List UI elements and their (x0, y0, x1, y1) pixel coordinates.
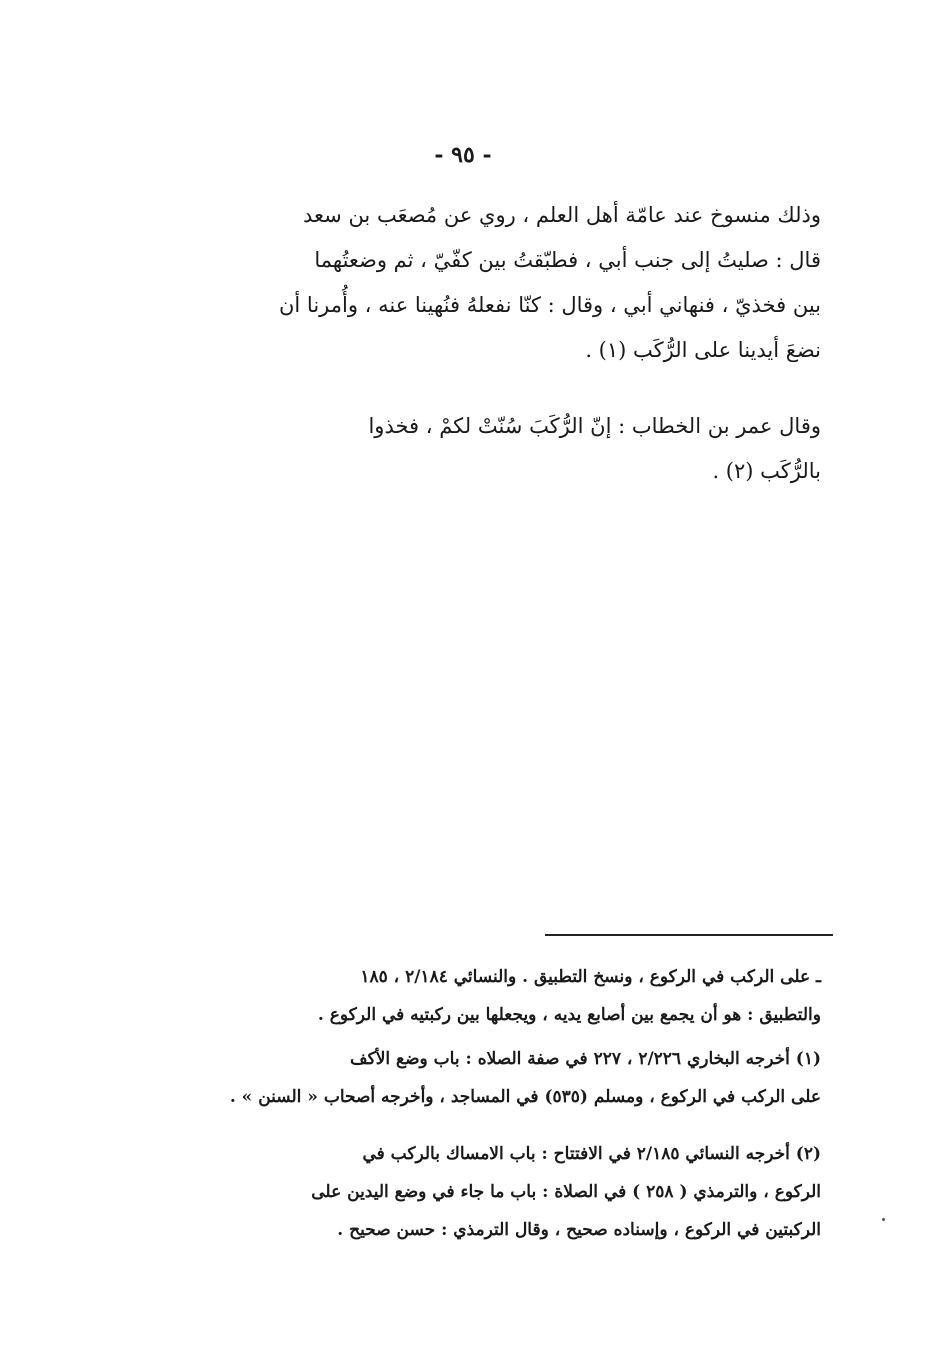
footnote-line: (٢) أخرجه النسائي ٢/١٨٥ في الافتتاح : باب الامساك بالركب في (362, 1144, 821, 1164)
text-line: بين فخذيّ ، فنهاني أبي ، وقال : كنّا نفعلهُ فنُهينا عنه ، وأُمرنا أن (278, 293, 821, 317)
main-paragraph-2 (161, 404, 821, 494)
text-line: وذلك منسوخ عند عامّة أهل العلم ، روي عن مُصعَب بن سعد (303, 203, 821, 227)
footnote-line: ـ على الركب في الركوع ، ونسخ التطبيق . والنسائي ٢/١٨٤ ، ١٨٥ (360, 967, 821, 987)
footnote-line: الركبتين في الركوع ، وإسناده صحيح ، وقال الترمذي : حسن صحيح . (337, 1220, 821, 1240)
footnote-2 (161, 1135, 821, 1249)
footnote-1 (161, 1040, 821, 1116)
text-line: نضعَ أيدينا على الرُّكَب (١) . (585, 338, 821, 362)
footnote-line: على الركب في الركوع ، ومسلم (٥٣٥) في المساجد ، وأخرجه أصحاب « السنن » . (229, 1087, 821, 1107)
footnote-line: والتطبيق : هو أن يجمع بين أصابع يديه ، ويجعلها بين ركبتيه في الركوع . (317, 1005, 821, 1025)
text-line: قال : صليتُ إلى جنب أبي ، فطبّقتُ بين كفّيّ ، ثم وضعتُهما (314, 248, 821, 272)
footnote-divider (545, 934, 833, 936)
page-number: - ٩٥ - (434, 142, 492, 168)
main-paragraph-1 (161, 193, 821, 373)
footnote-continuation (161, 958, 821, 1034)
text-line: وقال عمر بن الخطاب : إنّ الرُّكَبَ سُنّتْ لكمْ ، فخذوا (368, 414, 821, 438)
scan-speck (882, 1218, 885, 1221)
footnote-line: الركوع ، والترمذي ( ٢٥٨ ) في الصلاة : باب ما جاء في وضع اليدين على (311, 1182, 821, 1202)
text-line: بالرُّكَب (٢) . (712, 459, 821, 483)
footnote-line: (١) أخرجه البخاري ٢/٢٢٦ ، ٢٢٧ في صفة الصلاه : باب وضع الأكف (350, 1049, 821, 1069)
